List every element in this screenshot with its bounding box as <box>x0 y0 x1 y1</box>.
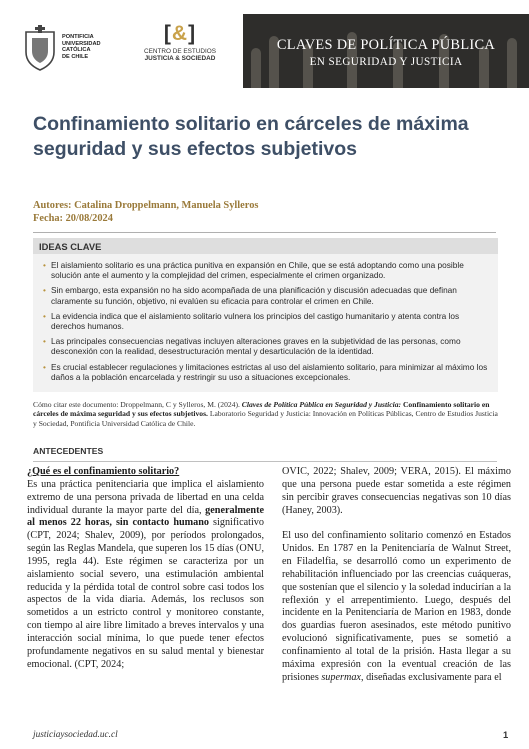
date: Fecha: 20/08/2024 <box>33 213 113 224</box>
body-text: El uso del confinamiento solitario comenzó en Estados Unidos. En 1787 en la Penitenciaría de Walnut Street, en Filadelfia, se desarrolló como un experimento de rehabilitación influenciado por las creencias cuáqueras, que sostenían que el silencio y la soledad inducirían a la reflexión y el arrepentimiento. Luego, después del incidente en la Penitenciaría de Marion en 1983, donde dos guardias fueron asesinados, este método punitivo evolucionó significativamente, pues se sometió a confinamiento al total de la prisión. Hasta llegar a su máxima expresión con la eventual creación de las prisiones <box>282 530 511 683</box>
body-text-italic: supermax <box>321 671 361 683</box>
page-number: 1 <box>503 730 509 740</box>
cejs-mark <box>130 22 230 46</box>
uc-name-line: UNIVERSIDAD <box>62 40 101 47</box>
ideas-clave-heading: IDEAS CLAVE <box>39 241 102 252</box>
ideas-clave-header <box>33 238 498 254</box>
citation-series: Claves de Política Pública en Seguridad y Justicia: <box>241 400 402 409</box>
body-column-left <box>27 466 264 672</box>
page-title: Confinamiento solitario en cárceles de máxima seguridad y sus efectos subjetivos <box>33 113 469 160</box>
authors: Autores: Catalina Droppelmann, Manuela Sylleros <box>33 200 259 211</box>
section-divider <box>33 461 497 462</box>
cejs-logo <box>130 22 230 62</box>
idea-item: • El aislamiento solitario es una práctica punitiva en expansión en Chile, que se está adoptando como una posible solución ante el aumento y la complejidad del crimen, especialmente el crimen organizado. <box>43 260 495 280</box>
uc-logo <box>22 22 112 78</box>
body-text: Es una práctica penitenciaria que implica el aislamiento extremo de una persona privada de libertad en una celda individual durante la mayor parte del día, <box>27 478 264 516</box>
uc-seal-icon <box>22 24 58 72</box>
body-text: , diseñadas exclusivamente para el <box>360 671 502 683</box>
ideas-clave-list <box>43 260 495 387</box>
cejs-bracket-close: ] <box>188 22 197 45</box>
body-column-right <box>282 466 511 685</box>
body-paragraph <box>27 479 264 672</box>
body-paragraph <box>282 530 511 684</box>
idea-item: • Es crucial establecer regulaciones y limitaciones estrictas al uso del aislamiento solitario, para minimizar al máximo los daños a la población encarcelada y restringir su uso a situaciones excepcionales. <box>43 362 495 382</box>
body-text-bold: generalmente al menos 22 horas, sin contacto humano <box>27 504 264 529</box>
cejs-bracket-open: [ <box>163 22 172 45</box>
body-paragraph: OVIC, 2022; Shalev, 2009; VERA, 2015). El máximo que una persona puede estar sometida a este régimen sin percibir graves consecuencias negativas son 10 días (Haney, 2003). <box>282 466 511 516</box>
idea-item: • Las principales consecuencias negativas incluyen alteraciones graves en la subjetividad de las personas, como desconexión con la realidad, desestructuración mental y desarticulación de la identidad. <box>43 336 495 356</box>
cejs-ampersand: & <box>171 22 189 45</box>
footer-url[interactable]: justiciaysociedad.uc.cl <box>33 730 118 740</box>
idea-item: • La evidencia indica que el aislamiento solitario vulnera los principios del castigo humanitario y atenta contra los derechos humanos. <box>43 311 495 331</box>
uc-name-line: CATÓLICA <box>62 47 91 54</box>
section-label: ANTECEDENTES <box>33 446 104 456</box>
idea-item: • Sin embargo, esta expansión no ha sido acompañada de una planificación y discusión adecuadas que definan claramente su función, objetivo, ni evalúen su eficacia para controlar el crimen en Chile. <box>43 285 495 305</box>
paragraph-gap <box>282 517 511 530</box>
banner-figure <box>251 48 261 88</box>
citation-title: Confinamiento solitario en cárceles de máxima seguridad y sus efectos subjetivos. <box>33 400 490 419</box>
uc-name <box>62 34 122 60</box>
uc-name-line: PONTIFICIA <box>62 34 94 40</box>
divider <box>33 232 496 233</box>
banner-title: CLAVES DE POLÍTICA PÚBLICA <box>276 37 496 53</box>
citation-suffix: Laboratorio Seguridad y Justicia: Innovación en Políticas Públicas, Centro de Estudios Justicia y Sociedad, Pontificia Universidad Católica de Chile. <box>33 409 498 428</box>
cejs-line2: JUSTICIA & SOCIEDAD <box>144 55 216 62</box>
uc-name-line: DE CHILE <box>62 53 89 60</box>
body-text: significativo (CPT, 2024; Shalev, 2009), por períodos prolongados, según las Reglas Mandela, que superen los 15 días (ONU, 1995, regla 44). Este régimen se caracteriza por un aislamiento social severo, una estimulación ambiental reducida y la pérdida total de control sobre casi todos los aspectos de la vida diaria. Además, los reclusos son sometidos a un estricto control y monitoreo constante, con tiempo al aire libre limitado a breves intervalos y una interacción social mínima, lo que puede tener efectos profundamente negativos en su salud mental y bienestar emocional. (CPT, 2024; <box>27 517 264 670</box>
section-question: ¿Qué es el confinamiento solitario? <box>27 466 180 477</box>
banner-subtitle: EN SEGURIDAD Y JUSTICIA <box>309 56 463 68</box>
citation <box>33 400 503 428</box>
meta <box>33 199 258 225</box>
series-banner <box>243 14 529 88</box>
cejs-line1: CENTRO DE ESTUDIOS <box>143 48 217 55</box>
citation-prefix: Cómo citar este documento: Droppelmann, C y Sylleros, M. (2024). <box>33 400 242 409</box>
ideas-clave-box <box>33 238 498 392</box>
